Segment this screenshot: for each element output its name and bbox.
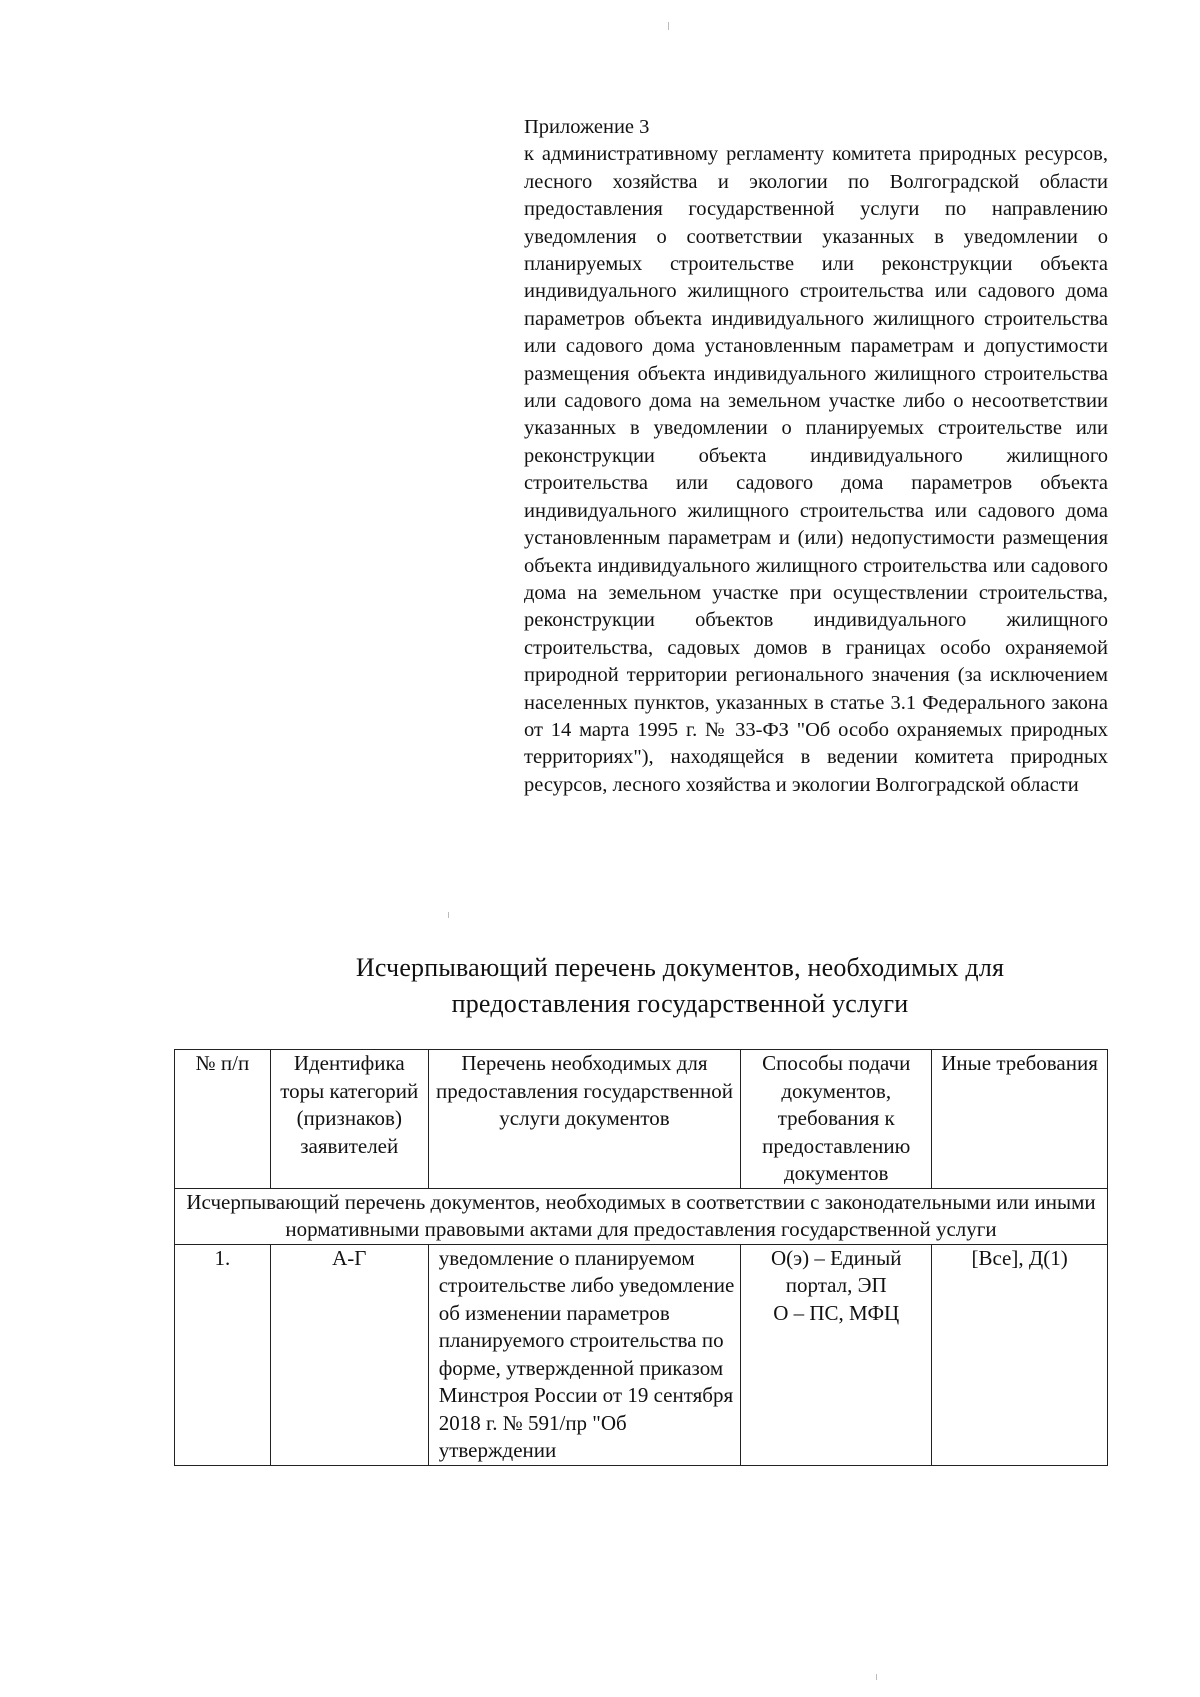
appendix-heading: Приложение 3 (524, 116, 650, 138)
method-line-1: О(э) – Единый портал, ЭП (770, 1245, 902, 1297)
header-category: Идентифика торы категорий (признаков) заявителей (270, 1050, 428, 1189)
scan-speck (876, 1674, 877, 1680)
cell-document: уведомление о планируемом строительстве либо уведомление об изменении параметров планируемого строительства по форме, утвержденной приказом Минстроя России от 19 сентября 2018 г. № 591/пр "Об утверждении (428, 1244, 741, 1465)
appendix-text: к административному регламенту комитета природных ресурсов, лесного хозяйства и экологии по Волгоградской области предоставления государственной услуги по направлению уведомления о соответствии указанных в уведомлении о планируемых строительстве или реконструкции объекта индивидуального жилищного строительства или садового дома параметров объекта индивидуального жилищного строительства или садового дома установленным параметрам и допустимости размещения объекта индивидуального жилищного строительства или садового дома на земельном участке либо о несоответствии указанных в уведомлении о планируемых строительстве или реконструкции объекта индивидуального жилищного строительства или садового дома параметров объекта индивидуального жилищного строительства или садового дома установленным параметрам и (или) недопустимости размещения объекта индивидуального жилищного строительства или садового дома на земельном участке при осуществлении строительства, реконструкции объектов индивидуального жилищного строительства, садовых домов в границах особо охраняемой природной территории регионального значения (за исключением населенных пунктов, указанных в статье 3.1 Федерального закона от 14 марта 1995 г. № 33-ФЗ "Об особо охраняемых природных территориях"), находящейся в ведении комитета природных ресурсов, лесного хозяйства и экологии Волгоградской области (524, 143, 1108, 796)
table-header-row (175, 1050, 1108, 1189)
title-line-1: Исчерпывающий перечень документов, необходимых для (355, 953, 1005, 982)
cell-category: А-Г (270, 1244, 428, 1465)
cell-num: 1. (175, 1244, 271, 1465)
table-section-row (175, 1188, 1108, 1244)
section-title: Исчерпывающий перечень документов, необходимых в соответствии с законодательными или иными нормативными правовыми актами для предоставления государственной услуги (175, 1188, 1108, 1244)
header-submission-methods: Способы подачи документов, требования к предоставлению документов (741, 1050, 932, 1189)
table-row (175, 1244, 1108, 1465)
title-line-2: предоставления государственной услуги (451, 989, 909, 1018)
cell-submission-method (741, 1244, 932, 1465)
header-other-requirements: Иные требования (932, 1050, 1108, 1189)
header-documents: Перечень необходимых для предоставления государственной услуги документов (428, 1050, 741, 1189)
scan-speck (668, 22, 669, 30)
document-title (300, 950, 1060, 1022)
appendix-block (524, 114, 1108, 799)
method-line-2: О – ПС, МФЦ (773, 1300, 900, 1325)
scan-speck (448, 912, 449, 918)
header-num: № п/п (175, 1050, 271, 1189)
documents-table (174, 1049, 1108, 1466)
cell-other-requirements: [Все], Д(1) (932, 1244, 1108, 1465)
